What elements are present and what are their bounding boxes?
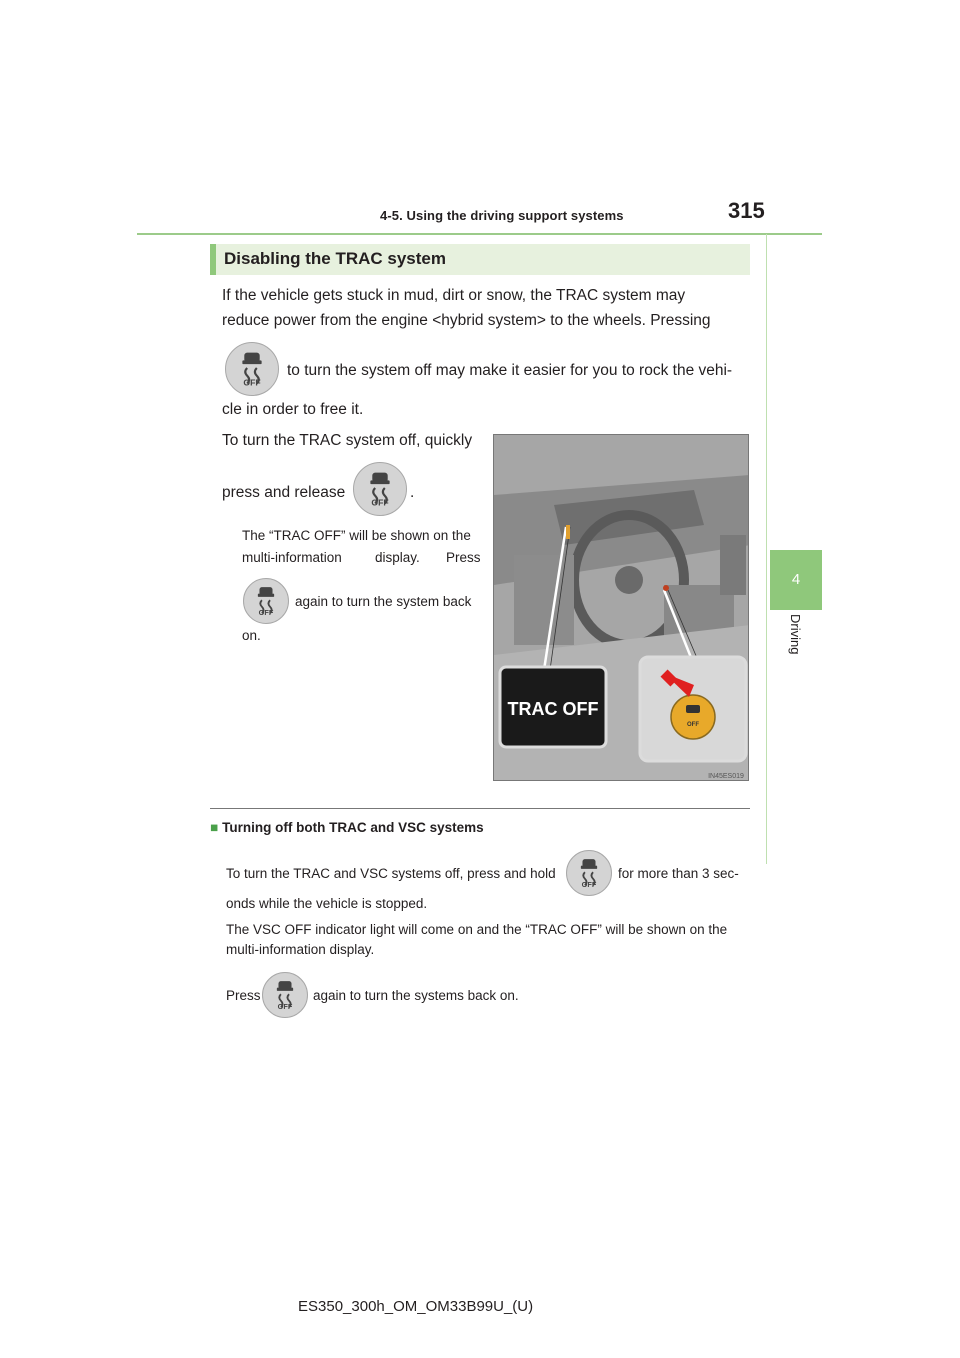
subsection-bullet-icon: ■ [210,820,219,835]
svg-text:OFF: OFF [243,377,261,388]
sub-line2: onds while the vehicle is stopped. [226,896,428,911]
note-line2c: Press [446,550,481,565]
svg-text:OFF: OFF [371,497,389,508]
page-number: 315 [728,198,765,223]
para1-line1: If the vehicle gets stuck in mud, dirt or snow, the TRAC system may [222,287,686,304]
sub-line5a: Press [226,988,261,1003]
note-line2a: multi-information [242,550,342,565]
sub-line3: The VSC OFF indicator light will come on and the “TRAC OFF” will be shown on the [226,922,728,937]
note-line4: on. [242,628,261,643]
para2-line1: To turn the TRAC system off, quickly [222,432,473,449]
svg-text:OFF: OFF [687,722,699,728]
section-heading-bar [210,244,750,275]
chapter-label: Driving [788,614,803,655]
chapter-tab: 4 [770,550,822,610]
svg-text:OFF: OFF [581,879,597,889]
trac-off-button-icon [566,850,612,896]
para1-line3: to turn the system off may make it easier for you to rock the vehi- [287,362,733,379]
para1-line4: cle in order to free it. [222,401,364,418]
subsection-rule [210,808,750,809]
section-title: Disabling the TRAC system [224,249,446,268]
dashboard-illustration [493,434,749,781]
header-section-title: 4-5. Using the driving support systems [380,208,624,223]
sub-line1a: To turn the TRAC and VSC systems off, press and hold [226,866,556,881]
svg-text:OFF: OFF [277,1001,293,1011]
note-line3: again to turn the system back [295,594,472,609]
side-divider [766,234,767,864]
para2-line2: press and release [222,484,346,501]
svg-text:OFF: OFF [258,607,274,617]
trac-off-button-icon [243,578,289,624]
section-accent [210,244,216,275]
note-line1: The “TRAC OFF” will be shown on the [242,528,471,543]
sub-line5b: again to turn the systems back on. [313,988,519,1003]
trac-off-button-icon [225,342,279,396]
header-rule [137,233,822,235]
trac-off-button-icon [353,462,407,516]
sub-line1b: for more than 3 sec- [618,866,739,881]
document-code: ES350_300h_OM_OM33B99U_(U) [298,1298,534,1315]
sub-line4: multi-information display. [226,942,375,957]
subsection-title: ■ Turning off both TRAC and VSC systems [210,820,484,835]
para2-end: . [410,484,415,501]
para1-line2: reduce power from the engine <hybrid system> to the wheels. Pressing [222,312,711,329]
trac-off-button-icon [262,972,308,1018]
illustration-caption-code: IN45ES019 [708,773,744,780]
note-line2b: display. [375,550,420,565]
trac-off-display-text: TRAC OFF [507,699,599,719]
